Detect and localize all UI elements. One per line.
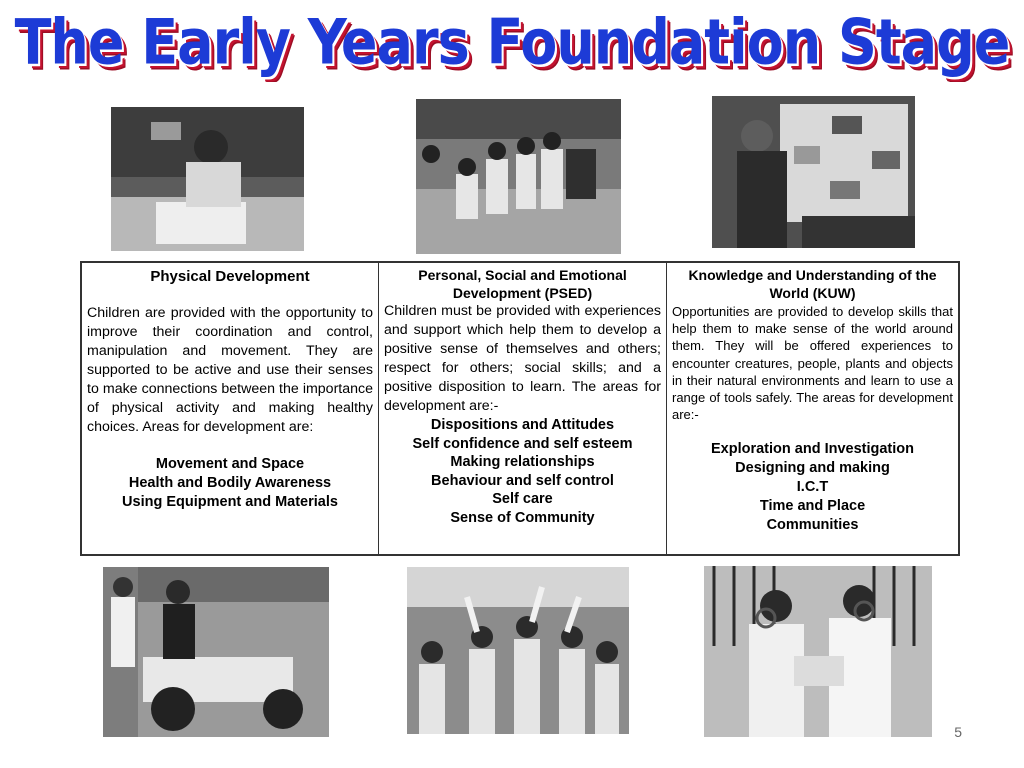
page-title: The Early Years Foundation Stage: [14, 6, 1010, 79]
column-psed: [378, 263, 666, 554]
column-heading: Physical Development: [150, 268, 310, 285]
areas-list: [87, 455, 373, 512]
area-item: Using Equipment and Materials: [122, 494, 338, 510]
area-item: Communities: [766, 516, 859, 533]
area-item: Designing and making: [735, 460, 890, 477]
column-description: Children are provided with the opportunity to improve their coordination and control, manipulation and movement. They are supported to be active and use their senses to make connections between the importance of physical activity and making healthy choices. Areas for development are:: [87, 305, 373, 435]
column-description: Opportunities are provided to develop skills that help them to make sense of the world around them. They will be offered experiences to encounter creatures, people, plants and objects in their natural environments and learn to use a range of tools safely. The areas for development are:-: [672, 304, 953, 423]
column-description: Children must be provided with experiences and support which help them to develop a positive sense of themselves and others; respect for others; social skills; and a positive disposition to learn. The areas for development are:-: [384, 303, 661, 414]
area-item: Health and Bodily Awareness: [128, 475, 332, 491]
area-item: Behaviour and self control: [431, 472, 614, 489]
areas-list: [672, 440, 953, 534]
area-item: Dispositions and Attitudes: [430, 417, 615, 433]
development-areas-table: [80, 261, 960, 556]
column-kuw: [666, 263, 958, 554]
area-item: Making relationships: [450, 454, 595, 471]
area-item: Movement and Space: [155, 456, 305, 472]
column-physical-development: [82, 263, 378, 554]
photo-children-with-magnifying-glasses: [704, 566, 932, 737]
area-item: I.C.T: [796, 479, 829, 496]
area-item: Self confidence and self esteem: [412, 435, 633, 452]
photo-children-raising-hands: [407, 567, 629, 734]
area-item: Sense of Community: [450, 509, 595, 526]
photo-child-chopping-fruit: [111, 107, 304, 251]
photo-child-at-interactive-whiteboard: [712, 96, 915, 248]
page-number: 5: [954, 724, 962, 740]
area-item: Exploration and Investigation: [710, 441, 915, 458]
photo-group-of-children-outdoors: [416, 99, 621, 254]
column-heading: Personal, Social and Emotional Development (PSED): [418, 267, 627, 301]
column-heading: Knowledge and Understanding of the World (KUW): [688, 267, 937, 301]
photo-child-on-toy-tractor: [103, 567, 329, 737]
area-item: Self care: [492, 491, 553, 508]
area-item: Time and Place: [759, 497, 866, 514]
areas-list: [384, 416, 661, 528]
